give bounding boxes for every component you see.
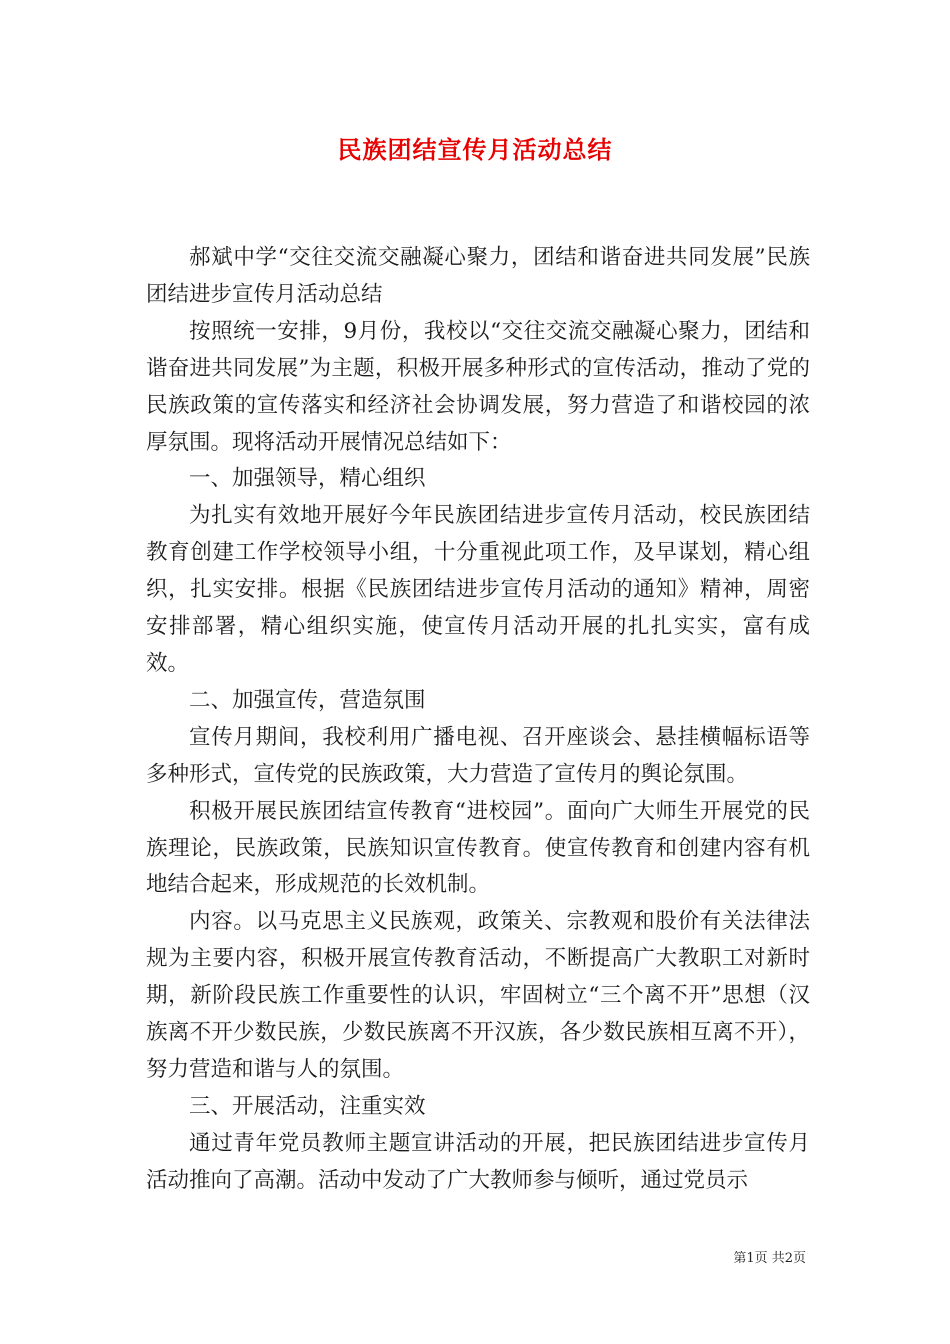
page-number: 第1页 共2页	[733, 1251, 806, 1266]
section-heading-2: 二、加强宣传，营造氛围	[189, 687, 426, 713]
document-title: 民族团结宣传月活动总结	[337, 135, 613, 164]
document-body	[146, 240, 810, 1200]
paragraph-section-2c: 内容。以马克思主义民族观，政策关、宗教观和股价有关法律法规为主要内容，积极开展宣传教育活动，不断提高广大教职工对新时期，新阶段民族工作重要性的认识，牢固树立“三个离不开”思想（汉族离不开少数民族，少数民族离不开汉族，各少数民族相互离不开），努力营造和谐与人的氛围。	[146, 909, 810, 1082]
paragraph-section-2b: 积极开展民族团结宣传教育“进校园”。面向广大师生开展党的民族理论，民族政策，民族知识宣传教育。使宣传教育和创建内容有机地结合起来，形成规范的长效机制。	[146, 798, 810, 898]
section-heading-3: 三、开展活动，注重实效	[189, 1093, 426, 1119]
paragraph-section-2a: 宣传月期间，我校利用广播电视、召开座谈会、悬挂横幅标语等多种形式，宣传党的民族政策，大力营造了宣传月的舆论氛围。	[146, 724, 810, 787]
paragraph-intro: 按照统一安排，9月份，我校以“交往交流交融凝心聚力，团结和谐奋进共同发展”为主题，积极开展多种形式的宣传活动，推动了党的民族政策的宣传落实和经济社会协调发展，努力营造了和谐校园的浓厚氛围。现将活动开展情况总结如下：	[146, 318, 810, 455]
section-heading-1: 一、加强领导，精心组织	[189, 466, 426, 492]
paragraph-section-1: 为扎实有效地开展好今年民族团结进步宣传月活动，校民族团结教育创建工作学校领导小组，十分重视此项工作，及早谋划，精心组织，扎实安排。根据《民族团结进步宣传月活动的通知》精神，周密安排部署，精心组织实施，使宣传月活动开展的扎扎实实，富有成效。	[146, 503, 810, 676]
paragraph-section-3: 通过青年党员教师主题宣讲活动的开展，把民族团结进步宣传月活动推向了高潮。活动中发动了广大教师参与倾听，通过党员示	[146, 1130, 810, 1193]
paragraph-heading-line: 郝斌中学“交往交流交融凝心聚力，团结和谐奋进共同发展”民族团结进步宣传月活动总结	[146, 245, 810, 307]
